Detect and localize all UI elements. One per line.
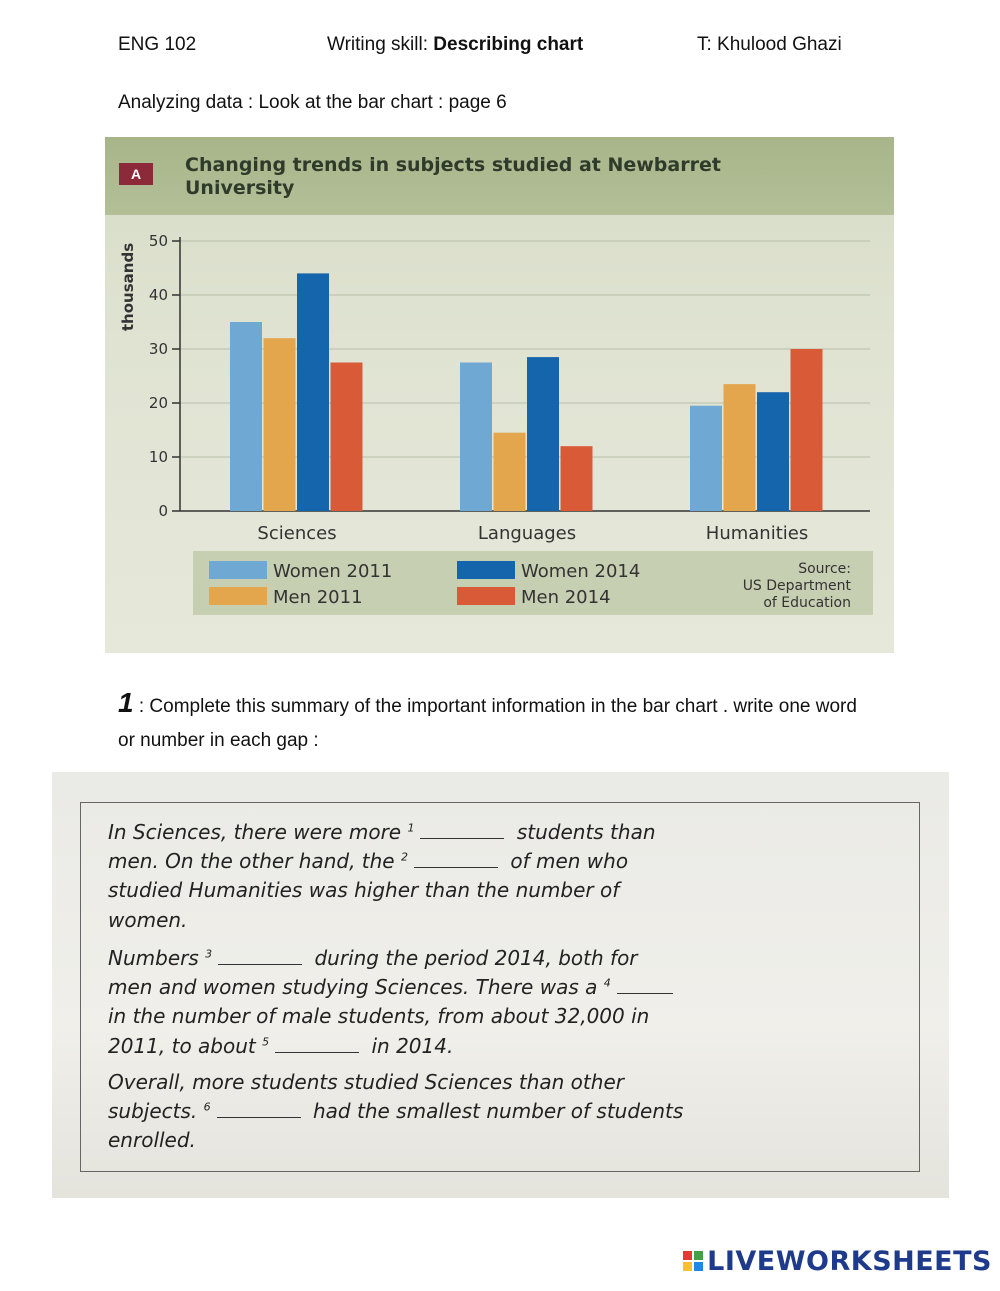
gap-5[interactable] — [275, 1038, 359, 1053]
teacher-name: T: Khulood Ghazi — [697, 34, 842, 55]
summary-text: in 2014. — [371, 1034, 454, 1058]
legend-swatch — [457, 561, 515, 579]
question-1 — [118, 686, 878, 758]
bar — [331, 363, 363, 512]
summary-line-2 — [108, 849, 628, 873]
bar — [297, 273, 329, 511]
gap-2[interactable] — [414, 853, 498, 868]
x-tick-label: Languages — [477, 523, 577, 544]
summary-line-11: enrolled. — [108, 1128, 196, 1152]
chart-title-line-2: University — [185, 177, 295, 199]
gap-4[interactable] — [617, 979, 673, 994]
bar — [757, 392, 789, 511]
summary-line-8 — [108, 1034, 453, 1058]
source-text: US Department — [742, 578, 851, 594]
bar — [561, 446, 593, 511]
bar — [230, 322, 262, 511]
bar — [264, 338, 296, 511]
legend-swatch — [209, 561, 267, 579]
summary-line-5 — [108, 946, 638, 970]
skill-label: Writing skill: — [327, 34, 428, 55]
x-tick-label: Sciences — [257, 523, 337, 544]
bar — [527, 357, 559, 511]
logo-block — [694, 1262, 703, 1271]
gap-number-2: 2 — [400, 850, 408, 864]
bar — [724, 384, 756, 511]
gap-number-5: 5 — [262, 1035, 270, 1049]
liveworksheets-logo[interactable] — [683, 1243, 992, 1279]
subheading: Analyzing data : Look at the bar chart : page 6 — [118, 92, 507, 113]
y-axis-label: thousands — [119, 242, 137, 332]
x-tick-label: Humanities — [705, 523, 809, 544]
source-text: of Education — [763, 595, 851, 611]
legend-swatch — [209, 587, 267, 605]
course-code: ENG 102 — [118, 34, 197, 55]
chart-photo — [105, 137, 894, 653]
logo-block — [683, 1262, 692, 1271]
legend-label: Women 2011 — [273, 561, 393, 582]
logo-block — [694, 1251, 703, 1260]
chart-badge: A — [130, 166, 142, 182]
summary-text: Numbers — [108, 946, 199, 970]
gap-6[interactable] — [217, 1103, 301, 1118]
summary-text: subjects. — [108, 1099, 198, 1123]
summary-text: 2011, to about — [108, 1034, 256, 1058]
y-tick-label: 40 — [148, 286, 168, 304]
gap-number-1: 1 — [407, 821, 415, 835]
summary-line-9: Overall, more students studied Sciences than other — [108, 1070, 624, 1094]
question-number: 1 — [118, 687, 134, 718]
summary-line-6 — [108, 975, 679, 999]
bar — [690, 406, 722, 511]
y-tick-label: 10 — [148, 448, 168, 466]
legend-label: Women 2014 — [521, 561, 641, 582]
summary-text: men. On the other hand, the — [108, 849, 395, 873]
y-tick-label: 30 — [148, 340, 168, 358]
summary-text: In Sciences, there were more — [108, 820, 402, 844]
logo-blocks-icon — [683, 1251, 703, 1271]
y-tick-label: 20 — [148, 394, 168, 412]
gap-3[interactable] — [218, 950, 302, 965]
summary-photo — [52, 772, 949, 1198]
legend-label: Men 2011 — [273, 587, 363, 608]
summary-line-7: in the number of male students, from about 32,000 in — [108, 1004, 650, 1028]
summary-text: had the smallest number of students — [313, 1099, 684, 1123]
summary-line-3: studied Humanities was higher than the number of — [108, 878, 620, 902]
legend-label: Men 2014 — [521, 587, 611, 608]
summary-line-10 — [108, 1099, 683, 1123]
bar — [494, 433, 526, 511]
summary-text: students than — [516, 820, 656, 844]
y-tick-label: 0 — [158, 502, 168, 520]
summary-line-1 — [108, 820, 656, 844]
skill-title: Describing chart — [433, 34, 584, 55]
summary-text: of men who — [510, 849, 629, 873]
gap-number-4: 4 — [603, 976, 611, 990]
summary-text: men and women studying Sciences. There was a — [108, 975, 598, 999]
question-text: : Complete this summary of the important information in the bar chart . write one word or number in each gap : — [118, 696, 857, 751]
source-text: Source: — [798, 561, 851, 577]
gap-number-6: 6 — [203, 1100, 211, 1114]
summary-text: during the period 2014, both for — [314, 946, 638, 970]
gap-1[interactable] — [420, 824, 504, 839]
chart-title-line-1: Changing trends in subjects studied at Newbarret — [185, 154, 721, 176]
skill-heading — [327, 34, 583, 56]
bar — [791, 349, 823, 511]
y-tick-label: 50 — [148, 232, 168, 250]
logo-block — [683, 1251, 692, 1260]
logo-wordmark: LIVEWORKSHEETS — [707, 1245, 992, 1277]
summary-line-4: women. — [108, 908, 188, 932]
gap-number-3: 3 — [205, 947, 213, 961]
bar-chart — [105, 137, 894, 653]
bar — [460, 363, 492, 512]
legend-swatch — [457, 587, 515, 605]
